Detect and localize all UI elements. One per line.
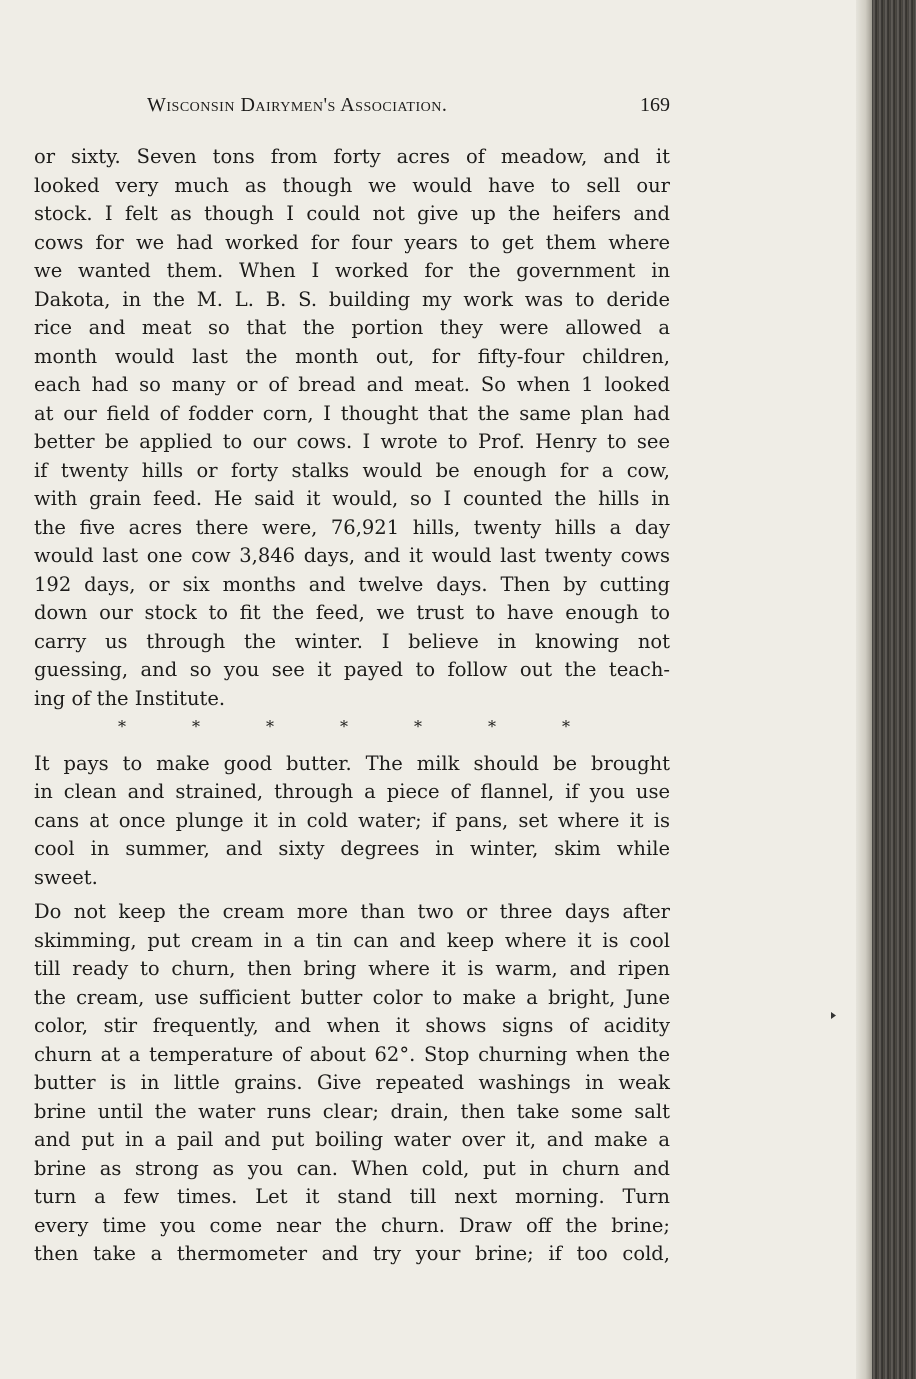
text-line: or sixty. Seven tons from forty acres of meadow, and it — [34, 145, 670, 168]
text-line: every time you come near the churn. Draw off the brine; — [34, 1213, 670, 1237]
text-line: down our stock to fit the feed, we trust to have enough to — [34, 601, 670, 624]
text-line: would last one cow 3,846 days, and it would last twenty cows — [34, 544, 670, 567]
text-line: guessing, and so you see it payed to follow out the teach- — [34, 658, 670, 681]
section-separator — [34, 713, 670, 742]
text-line: Do not keep the cream more than two or three days after — [34, 900, 670, 923]
page-number: 169 — [640, 94, 670, 116]
page-header — [34, 94, 670, 124]
text-line: with grain feed. He said it would, so I counted the hills in — [34, 487, 670, 510]
text-line: each had so many or of bread and meat. So when 1 looked — [34, 373, 670, 396]
text-line: cows for we had worked for four years to get them where — [34, 230, 670, 254]
running-head: Wisconsin Dairymen's Association. — [147, 94, 448, 116]
body-text — [34, 143, 670, 1269]
text-line: churn at a temperature of about 62°. Stop churning when the — [34, 1042, 670, 1066]
text-line: brine as strong as you can. When cold, put in churn and — [34, 1156, 670, 1180]
paragraph-2 — [34, 750, 670, 893]
separator-star: * — [488, 717, 496, 736]
text-line: 192 days, or six months and twelve days. Then by cutting — [34, 572, 670, 596]
text-line: till ready to churn, then bring where it is warm, and ripen — [34, 957, 670, 980]
text-line: the five acres there were, 76,921 hills, twenty hills a day — [34, 515, 670, 539]
text-line: It pays to make good butter. The milk should be brought — [34, 751, 670, 775]
separator-star: * — [266, 717, 274, 736]
text-line: the cream, use sufficient butter color to make a bright, June — [34, 985, 670, 1009]
text-line: rice and meat so that the portion they were allowed a — [34, 316, 670, 339]
text-line: stock. I felt as though I could not give up the heifers and — [34, 202, 670, 225]
text-line: sweet. — [34, 865, 98, 889]
text-line: better be applied to our cows. I wrote to Prof. Henry to see — [34, 430, 670, 453]
margin-arrow-mark — [831, 1012, 836, 1019]
text-line: if twenty hills or forty stalks would be enough for a cow, — [34, 458, 670, 482]
text-line: we wanted them. When I worked for the government in — [34, 259, 670, 282]
text-line: in clean and strained, through a piece of flannel, if you use — [34, 780, 670, 803]
text-line: month would last the month out, for fifty-four children, — [34, 344, 670, 368]
book-page-edges — [872, 0, 916, 1379]
text-line: cans at once plunge it in cold water; if pans, set where it is — [34, 808, 670, 832]
separator-star: * — [118, 717, 126, 736]
text-line: butter is in little grains. Give repeated washings in weak — [34, 1071, 670, 1094]
separator-star: * — [414, 717, 422, 736]
paragraph-3 — [34, 898, 670, 1269]
text-line: color, stir frequently, and when it shows signs of acidity — [34, 1014, 670, 1037]
separator-star: * — [340, 717, 348, 736]
text-line: carry us through the winter. I believe in knowing not — [34, 629, 670, 653]
text-line: looked very much as though we would have to sell our — [34, 173, 670, 197]
paragraph-1 — [34, 143, 670, 713]
text-line: brine until the water runs clear; drain, then take some salt — [34, 1099, 670, 1123]
text-line: skimming, put cream in a tin can and keep where it is cool — [34, 928, 670, 952]
separator-star: * — [192, 717, 200, 736]
text-line: ing of the Institute. — [34, 686, 226, 710]
text-line: at our field of fodder corn, I thought that the same plan had — [34, 401, 670, 425]
text-line: then take a thermometer and try your brine; if too cold, — [34, 1242, 670, 1265]
text-line: cool in summer, and sixty degrees in winter, skim while — [34, 837, 670, 860]
text-line: Dakota, in the M. L. B. S. building my work was to deride — [34, 287, 670, 311]
text-line: and put in a pail and put boiling water over it, and make a — [34, 1128, 670, 1151]
text-line: turn a few times. Let it stand till next morning. Turn — [34, 1185, 670, 1208]
separator-star: * — [562, 717, 570, 736]
